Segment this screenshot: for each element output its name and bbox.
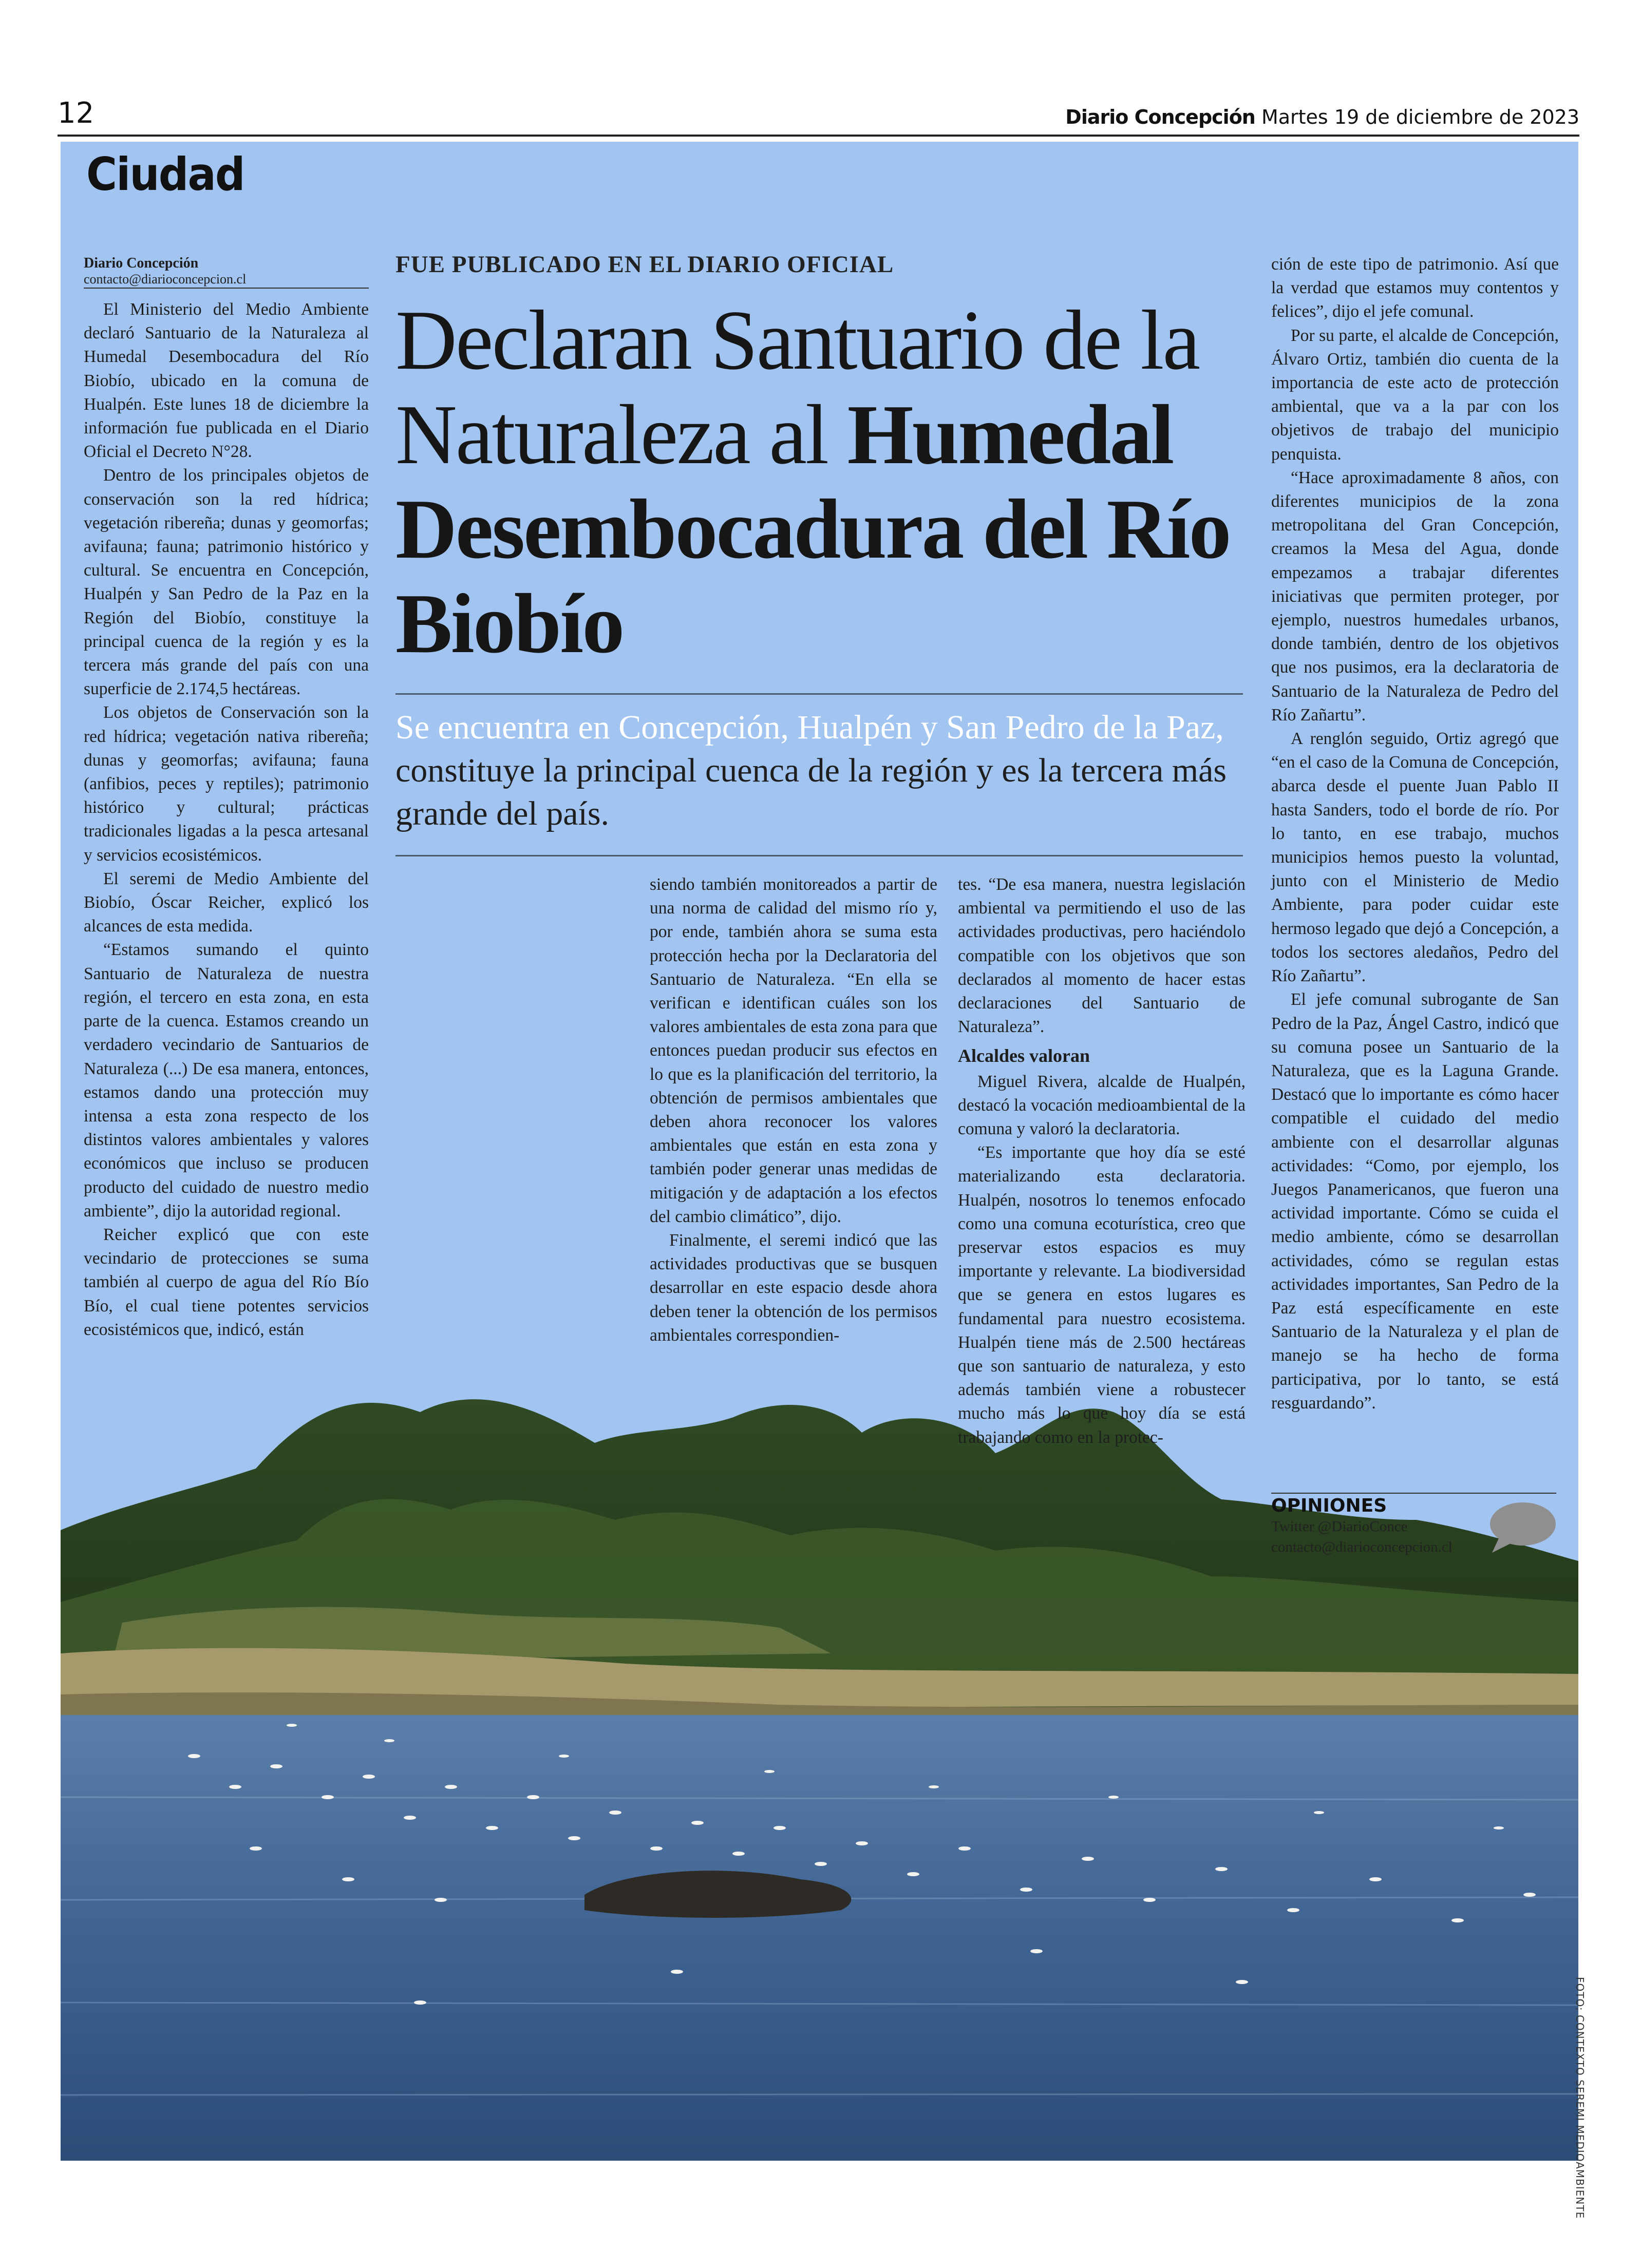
page-number: 12 [58, 97, 95, 130]
paragraph: El Ministerio del Medio Ambiente declaró Santuario de la Naturaleza al Humedal Desembocadura del Río Biobío, ubicado en la comuna de Hualpén. Este lunes 18 de diciembre la información fue publicada en el Diario Oficial el Decreto N°28. [84, 300, 369, 462]
opinions-twitter[interactable]: Twitter @DiarioConce [1271, 1518, 1408, 1535]
wetland-photo-image [61, 1335, 1578, 2161]
paragraph: tes. “De esa manera, nuestra legislación ambiental va permitiendo el uso de las actividades productivas, pero haciéndolo compatible con los objetivos que son declarados al momento de hacer estas declaraciones del Santuario de Naturaleza”. [958, 875, 1246, 1037]
article-column-4 [1271, 253, 1559, 1415]
paragraph: El jefe comunal subrogante de San Pedro de la Paz, Ángel Castro, indicó que su comuna posee un Santuario de la Naturaleza, que es la Laguna Grande. Destacó que lo importante es cómo hacer compatible el cuidado del medio ambiente con el desarrollar algunas actividades: “Como, por ejemplo, los Juegos Panamericanos, que fueron una actividad importante. Cómo se cuida el medio ambiente, cómo se desarrollan actividades, cómo se regulan estas actividades importantes, San Pedro de la Paz está específicamente en este Santuario de la Naturaleza y el plan de manejo se ha hecho de forma participativa, por lo tanto, se está resguardando”. [1271, 990, 1559, 1413]
deck-rule-bottom [395, 855, 1243, 856]
byline [84, 255, 371, 287]
photo-credit: FOTO: CONTEXTO SEREMI MEDIOAMBIENTE [1574, 1977, 1586, 2219]
byline-rule [84, 288, 369, 289]
headline-bold: Humedal Desembocadura del Río Biobío [395, 387, 1230, 671]
section-title: Ciudad [86, 148, 244, 201]
paragraph: Por su parte, el alcalde de Concepción, Álvaro Ortiz, también dio cuenta de la importancia de este acto de protección ambiental, que va a la par con los objetivos de trabajo del municipio penquista. [1271, 326, 1559, 464]
article-column-3 [958, 873, 1246, 1450]
paragraph: Reicher explicó que con este vecindario de protecciones se suma también al cuerpo de agua del Río Bío Bío, el cual tiene potentes servicios ecosistémicos que, indicó, están [84, 1225, 369, 1339]
subheading: Alcaldes valoran [958, 1045, 1090, 1066]
opinions-email[interactable]: contacto@diarioconcepcion.cl [1271, 1539, 1453, 1555]
article-kicker: FUE PUBLICADO EN EL DIARIO OFICIAL [395, 251, 894, 278]
paragraph: Finalmente, el seremi indicó que las actividades productivas que se busquen desarrollar en este espacio desde ahora deben tener la obtención de los permisos ambientales correspondien- [650, 1231, 937, 1345]
paragraph: “Es importante que hoy día se esté materializando esta declaratoria. Hualpén, nosotros lo tenemos enfocado como una comuna ecoturística, creo que preservar estos espacios es muy importante y relevante. La biodiversidad que se genera en estos lugares es fundamental para nuestro ecosistema. Hualpén tiene más de 2.500 hectáreas que son santuario de naturaleza, y esto además también viene a robustecer mucho más lo que hoy día se está trabajando como en la protec- [958, 1143, 1246, 1447]
publication-name: Diario Concepción [1065, 106, 1255, 128]
page-header [1065, 106, 1579, 128]
header-rule [58, 135, 1579, 137]
article-deck [395, 706, 1253, 835]
article-headline [395, 293, 1258, 671]
article-column-2 [650, 873, 937, 1347]
paragraph: Miguel Rivera, alcalde de Hualpén, destacó la vocación medioambiental de la comuna y valoró la declaratoria. [958, 1072, 1246, 1139]
deck-highlight: Se encuentra en Concepción, Hualpén y San Pedro de la Paz, [395, 709, 1224, 746]
byline-name: Diario Concepción [84, 255, 199, 271]
byline-email: contacto@diarioconcepcion.cl [84, 272, 247, 287]
paragraph: El seremi de Medio Ambiente del Biobío, Óscar Reicher, explicó los alcances de esta medida. [84, 869, 369, 936]
paragraph: “Hace aproximadamente 8 años, con diferentes municipios de la zona metropolitana del Gran Concepción, creamos la Mesa del Agua, donde empezamos a trabajar diferentes iniciativas que permiten proteger, por ejemplo, nuestros humedales urbanos, donde también, dentro de los objetivos que nos pusimos, era la declaratoria de Santuario de la Naturaleza de Pedro del Río Zañartu”. [1271, 468, 1559, 725]
paragraph: “Estamos sumando el quinto Santuario de Naturaleza de nuestra región, el tercero en esta zona, en esta parte de la cuenca. Estamos creando un verdadero vecindario de Santuarios de Naturaleza (...) De esa manera, entonces, estamos dando una protección muy intensa a esta zona respecto de los distintos valores ambientales y valores económicos que incluso se producen producto del cuidado de nuestro medio ambiente”, dijo la autoridad regional. [84, 940, 369, 1221]
paragraph: Los objetos de Conservación son la red hídrica; vegetación nativa ribereña; dunas y geomorfas; avifauna; fauna (anfibios, peces y reptiles); patrimonio histórico y cultural; prácticas tradicionales ligadas a la pesca artesanal y servicios ecosistémicos. [84, 703, 369, 865]
opinions-rule [1271, 1493, 1556, 1494]
headline-regular: Declaran Santuario de la Naturaleza al [395, 293, 1199, 482]
paragraph: A renglón seguido, Ortiz agregó que “en el caso de la Comuna de Concepción, abarca desde el puente Juan Pablo II hasta Sanders, todo el borde de río. Por lo tanto, en ese trabajo, muchos municipios hemos puesto la voluntad, junto con el Ministerio de Medio Ambiente, para poder cuidar este hermoso legado que dejó a Concepción, a todos los sectores aledaños, Pedro del Río Zañartu”. [1271, 729, 1559, 986]
article-column-1 [84, 298, 369, 1342]
publication-date: Martes 19 de diciembre de 2023 [1261, 106, 1579, 128]
paragraph: ción de este tipo de patrimonio. Así que la verdad que estamos muy contentos y felices”, dijo el jefe comunal. [1271, 255, 1559, 321]
opinions-title: OPINIONES [1271, 1495, 1387, 1516]
deck-text: constituye la principal cuenca de la región y es la tercera más grande del país. [395, 752, 1227, 832]
paragraph: Dentro de los principales objetos de conservación son la red hídrica; vegetación ribereña; dunas y geomorfas; avifauna; fauna; patrimonio histórico y cultural. Se encuentra en Concepción, Hualpén y San Pedro de la Paz en la Región del Biobío, constituye la principal cuenca de la región y es la tercera más grande del país con una superficie de 2.174,5 hectáreas. [84, 466, 369, 699]
speech-bubble-icon [1486, 1499, 1558, 1556]
paragraph: siendo también monitoreados a partir de una norma de calidad del mismo río y, por ende, también ahora se suma esta protección hecha por la Declaratoria del Santuario de Naturaleza. “En ella se verifican e identifican cuáles son los valores ambientales de esta zona para que entonces puedan producir sus efectos en lo que es la planificación del territorio, la obtención de permisos ambientales que deben ahora reconocer los valores ambientales que están en esta zona y también poder generar unas medidas de mitigación y de adaptación a los efectos del cambio climático”, dijo. [650, 875, 937, 1226]
wetland-photo [61, 1335, 1578, 2161]
deck-rule-top [395, 693, 1243, 695]
